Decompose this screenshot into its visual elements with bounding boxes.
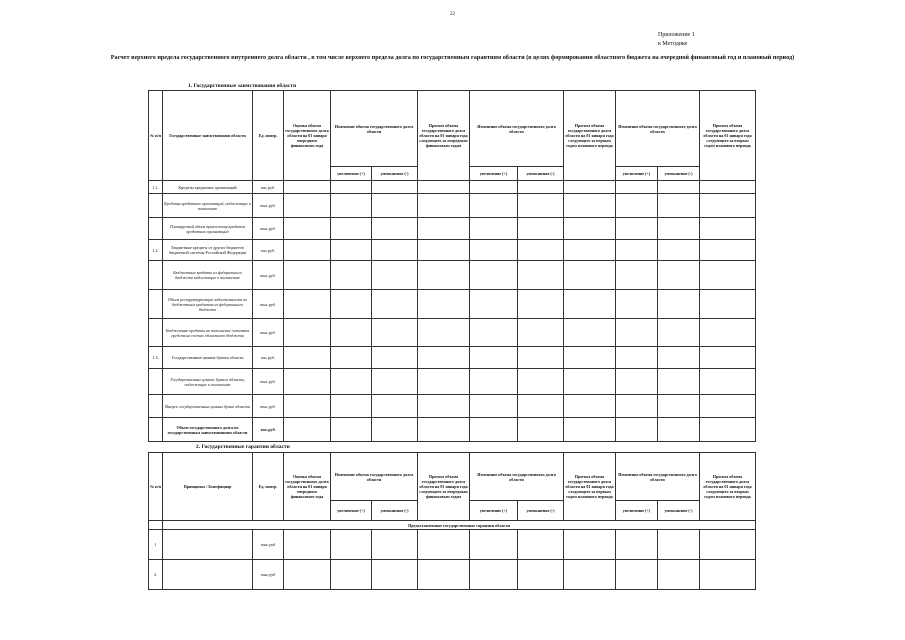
increase-header: увеличение (+) <box>616 501 658 521</box>
col-estimate-header: Оценка объема государственного долга области на 01 января очередного финансового года <box>284 91 331 181</box>
col-change3-header: Изменение объема государственного долга области <box>616 91 700 167</box>
row-name: Бюджетные кредиты из федерального бюджета подлежащие к погашению <box>163 261 253 290</box>
row-unit: тыс.руб. <box>253 319 284 347</box>
table-row <box>149 347 756 369</box>
row-name: Бюджетные кредиты от других бюджетов бюджетной системы Российской Федерации <box>163 240 253 261</box>
increase-header: увеличение (+) <box>331 501 372 521</box>
row-unit: тыс.руб. <box>253 240 284 261</box>
row-name <box>163 530 253 560</box>
row-unit: тыс.руб. <box>253 290 284 319</box>
document-title: Расчет верхнего предела государственного внутреннего долга области , в том числе верхнего предела долга по государственным гарантиям области (в целях формирования областного бюджета на очередной финансовый год и плановый период) <box>110 54 795 61</box>
table-row <box>149 240 756 261</box>
row-name: Объем реструктуризации задолженности по бюджетным кредитам из федерального бюджета <box>163 290 253 319</box>
row-name: Государственные ценные бумаги области, подлежащие к погашению <box>163 369 253 395</box>
increase-header: увеличение (+) <box>616 167 658 181</box>
col-change2-header: Изменение объема государственного долга области <box>470 453 564 501</box>
table-row <box>149 395 756 418</box>
row-unit: тыс.руб. <box>253 194 284 218</box>
row-unit: тыс.руб. <box>253 418 284 442</box>
row-num <box>149 194 163 218</box>
col-change2-header: Изменение объема государственного долга области <box>470 91 564 167</box>
table-row-total <box>149 418 756 442</box>
table-row <box>149 194 756 218</box>
col-forecast3-header: Прогноз объема государственного долга области на 01 января года следующего за вторым годом планового периода <box>700 91 756 181</box>
row-name: Планируемый объем привлечения кредитов кредитных организаций <box>163 218 253 240</box>
section2-heading: 2. Государственные гарантии области <box>196 444 290 450</box>
section1-heading: 1. Государственные заимствования области <box>188 83 297 89</box>
col-change3-header: Изменение объема государственного долга области <box>616 453 700 501</box>
table-row <box>149 181 756 194</box>
row-num <box>149 218 163 240</box>
row-name: Государственные ценные бумаги области <box>163 347 253 369</box>
col-name-header: Принципал / Бенефициар <box>163 453 253 521</box>
row-name: Объем государственного долга по государственным заимствованиям области <box>163 418 253 442</box>
borrowings-table <box>148 90 756 442</box>
appendix-note <box>658 31 695 49</box>
row-num <box>149 319 163 347</box>
decrease-header: уменьшение (-) <box>658 167 700 181</box>
table-row <box>149 530 756 560</box>
decrease-header: уменьшение (-) <box>518 501 564 521</box>
col-change1-header: Изменение объема государственного долга области <box>331 453 418 501</box>
row-unit: тыс.руб <box>253 530 284 560</box>
row-unit: тыс.руб <box>253 560 284 590</box>
col-name-header: Государственные заимствования области <box>163 91 253 181</box>
table-row <box>149 290 756 319</box>
row-name: Кредиты кредитных организаций <box>163 181 253 194</box>
appendix-line1: Приложение 1 <box>658 32 695 38</box>
row-name: Бюджетные кредиты на пополнение остатков средств на счетах областного бюджета <box>163 319 253 347</box>
table-row <box>149 369 756 395</box>
col-unit-header: Ед. измер. <box>253 91 284 181</box>
increase-header: увеличение (+) <box>331 167 372 181</box>
increase-header: увеличение (+) <box>470 501 518 521</box>
row-num <box>149 395 163 418</box>
col-forecast2-header: Прогноз объема государственного долга области на 01 января года следующего за первым годом планового периода <box>564 453 616 521</box>
appendix-line2: к Методике <box>658 41 688 47</box>
col-change1-header: Изменение объема государственного долга области <box>331 91 418 167</box>
row-num: 1.3. <box>149 347 163 369</box>
table-row <box>149 261 756 290</box>
col-forecast2-header: Прогноз объема государственного долга области на 01 января года следующего за первым годом планового периода <box>564 91 616 181</box>
col-estimate-header: Оценка объема государственного долга области на 01 января очередного финансового года <box>284 453 331 521</box>
row-name: Выпуск государственных ценных бумаг области <box>163 395 253 418</box>
row-unit: тыс.руб. <box>253 218 284 240</box>
row-name <box>163 560 253 590</box>
col-forecast1-header: Прогноз объема государственного долга области на 01 января года следующего за очередным финансовым годом <box>418 91 470 181</box>
row-num <box>149 418 163 442</box>
col-num-header: № п/п <box>149 453 163 521</box>
table-row <box>149 218 756 240</box>
decrease-header: уменьшение (-) <box>518 167 564 181</box>
row-unit: тыс.руб. <box>253 181 284 194</box>
guarantees-subheader: Предоставленные государственные гарантии области <box>163 521 756 530</box>
row-unit: тыс.руб. <box>253 369 284 395</box>
row-num: 2. <box>149 560 163 590</box>
row-num <box>149 261 163 290</box>
row-unit: тыс.руб. <box>253 395 284 418</box>
col-forecast3-header: Прогноз объема государственного долга области на 01 января года следующего за вторым годом планового периода <box>700 453 756 521</box>
row-num: 1 <box>149 530 163 560</box>
row-num: 1.1. <box>149 181 163 194</box>
decrease-header: уменьшение (-) <box>372 167 418 181</box>
guarantees-table <box>148 452 756 590</box>
decrease-header: уменьшение (-) <box>372 501 418 521</box>
col-num-header: № п/п <box>149 91 163 181</box>
col-forecast1-header: Прогноз объема государственного долга области на 01 января года следующего за очередным финансовым годом <box>418 453 470 521</box>
table-row <box>149 560 756 590</box>
table-row <box>149 319 756 347</box>
increase-header: увеличение (+) <box>470 167 518 181</box>
row-num <box>149 369 163 395</box>
row-num: 1.2. <box>149 240 163 261</box>
row-name: Кредиты кредитных организаций, подлежащие к погашению <box>163 194 253 218</box>
decrease-header: уменьшение (-) <box>658 501 700 521</box>
row-unit: тыс.руб. <box>253 347 284 369</box>
row-unit: тыс.руб. <box>253 261 284 290</box>
page-number: 22 <box>450 12 455 17</box>
col-unit-header: Ед. измер. <box>253 453 284 521</box>
row-num <box>149 290 163 319</box>
